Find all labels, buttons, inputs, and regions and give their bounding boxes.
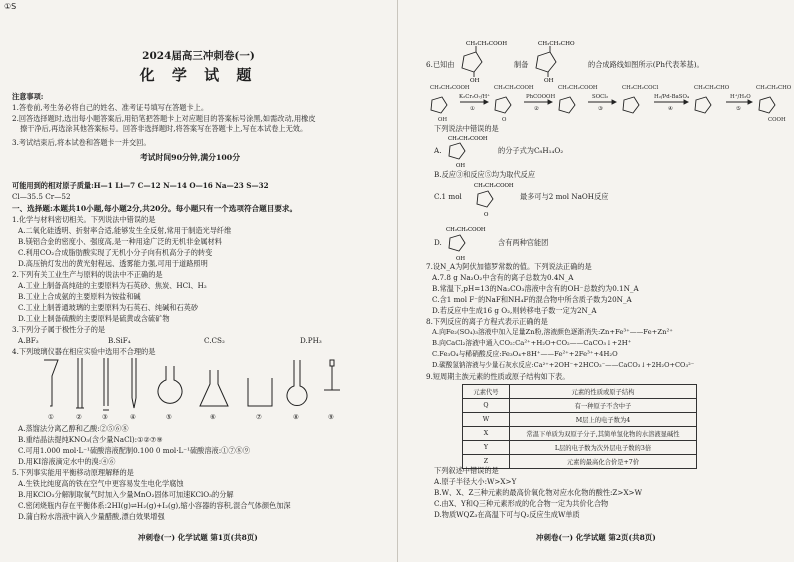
q6-option-c-text: 最多可与2 mol NaOH反应 [520, 192, 609, 201]
reactant-structure [456, 38, 516, 82]
q8-option-b: B.向CaCl₂溶液中通入CO₂:Ca²⁺+H₂O+CO₂——CaCO₃↓+2H⁺ [432, 339, 632, 347]
q9-option-d: D.物质WQZ₃在高温下可与Q₂反应生成W单质 [434, 510, 580, 519]
q3-option-b: B.SiF₄ [108, 336, 131, 345]
table-cell: W [463, 413, 510, 427]
q8-option-d: D.碳酸氢钠溶液与少量石灰水反应:Ca²⁺+2OH⁻+2HCO₃⁻——CaCO₃↓+2H₂O+CO₃²⁻ [432, 361, 695, 369]
option-a-structure [442, 132, 498, 168]
q2-option-d: D.工业上制备硫酸的主要原料是硫黄或含硫矿物 [18, 314, 170, 323]
chain-label: CH₂CH₂COOH [446, 227, 486, 233]
oh-label: OH [470, 78, 480, 82]
table-cell: 元素的最高化合价是+7价 [510, 455, 697, 469]
q5-option-a: A.生铁比纯度高的铁在空气中更容易发生电化学腐蚀 [18, 479, 184, 488]
note-line: 2.回答选择题时,选出每小题答案后,用铅笔把答题卡上对应题目的答案标号涂黑,如需改动,用橡皮 [12, 114, 316, 123]
q6-stem-b: 制备 [514, 60, 529, 69]
right-page [397, 0, 794, 562]
q4-stem: 4.下列玻璃仪器在相应实验中选用不合理的是 [12, 347, 156, 356]
table-row [463, 427, 697, 441]
step-number: ② [534, 106, 539, 112]
table-header: 元素的性质或原子结构 [510, 385, 697, 399]
reagent-label: PhCOOOH [526, 94, 556, 100]
q1-option-c: C.利用CO₂合成脂肪酸实现了无机小分子向有机高分子的转变 [18, 248, 213, 257]
q7-option-c: C.含1 mol F⁻的NaF和NH₄F的混合物中所含质子数为20N_A [432, 295, 632, 304]
q9-option-a: A.原子半径大小:W>X>Y [434, 477, 517, 486]
q4-option-c: C.可用1.000 mol·L⁻¹硫酸溶液配制0.100 0 mol·L⁻¹硫酸溶液:①⑦⑧⑨ [18, 446, 250, 455]
table-cell: Z [463, 455, 510, 469]
reagent-label: K₂Cr₂O₇/H⁺ [459, 94, 490, 100]
q1-option-b: B.镁铝合金的密度小、强度高,是一种用途广泛的无机非金属材料 [18, 237, 222, 246]
table-header-row [463, 385, 697, 399]
q6-option-a-label: A. [434, 146, 442, 155]
apparatus-number: ③ [102, 413, 108, 421]
step-number: ⑤ [736, 106, 741, 112]
exam-time: 考试时间90分钟,满分100分 [140, 153, 241, 162]
product-structure [530, 38, 590, 82]
pipette-shape [103, 358, 109, 410]
table-cell: M层上的电子数为4 [510, 413, 697, 427]
option-d-structure [442, 222, 502, 262]
q2-option-c: C.工业上制普通玻璃的主要原料为石英石、纯碱和石英砂 [18, 303, 199, 312]
q4-option-b: B.重结晶法提纯KNO₃(含少量NaCl):①②⑦⑨ [18, 435, 163, 444]
table-cell: L层的电子数为次外层电子数的3倍 [510, 441, 697, 455]
apparatus-number: ⑧ [293, 413, 299, 421]
q3-option-c: C.CS₂ [204, 336, 225, 345]
q2-option-b: B.工业上合成氨的主要原料为铵盐和碱 [18, 292, 141, 301]
chain-label: CH₂CH₂COOH [430, 85, 470, 91]
q2-option-a: A.工业上制备高纯硅的主要原料为石英砂、焦炭、HCl、H₂ [18, 281, 207, 290]
table-cell: Y [463, 441, 510, 455]
oh-label: OH [544, 78, 554, 82]
page-footer: 冲刺卷(一) 化学试题 第1页(共8页) [138, 533, 258, 542]
q9-option-b: B.W、X、Z三种元素的最高价氧化物对应水化物的酸性:Z>X>W [434, 488, 642, 497]
erlenmeyer-shape [200, 370, 228, 406]
dropper-shape [324, 360, 340, 390]
volumetric-flask-shape [287, 360, 307, 406]
q9-option-c: C.由X、Y和Q三种元素形成的化合物一定为共价化合物 [434, 499, 609, 508]
table-cell: X [463, 427, 510, 441]
q1-stem: 1.化学与材料密切相关。下列说法中错误的是 [12, 215, 156, 224]
oh-label: OH [456, 163, 466, 168]
cooh-label: COOH [768, 117, 786, 122]
apparatus-number: ① [48, 413, 54, 421]
q8-option-a: A.向Fe₂(SO₄)₃溶液中加入足量Zn粉,溶液颜色逐渐消失:Zn+Fe³⁺——Fe+Zn²⁺ [432, 328, 673, 336]
q6-option-a-text: 的分子式为C₈H₁₄O₂ [498, 146, 564, 155]
chain-label: CH₂CH₂COOH [466, 41, 508, 47]
table-cell: 有一种原子不含中子 [510, 399, 697, 413]
q6-option-c-label: C.1 mol [434, 192, 462, 201]
chain-label: CH₂CH₂CHO [756, 85, 792, 91]
reagent-label: H₂/Pd-BaSO₄ [654, 94, 690, 100]
q5-option-c: C.密闭烧瓶内存在平衡体系:2HI(g)⇌H₂(g)+I₂(g),缩小容器的容积,混合气体颜色加深 [18, 501, 291, 510]
table-row [463, 399, 697, 413]
q6-option-b: B.反应③和反应⑤均为取代反应 [434, 170, 536, 179]
burette-shape [76, 358, 84, 408]
element-table [462, 384, 697, 469]
q4-option-d: D.用KI溶液滴定水中的溴:④⑥ [18, 457, 116, 466]
q6-option-d-text: 含有两种官能团 [498, 238, 549, 247]
beaker-shape [248, 378, 272, 406]
q8-stem: 8.下列反应的离子方程式表示正确的是 [426, 317, 548, 326]
apparatus-number: ⑥ [210, 413, 216, 421]
apparatus-figure [40, 356, 370, 422]
page-footer: 冲刺卷(一) 化学试题 第2页(共8页) [536, 533, 656, 542]
apparatus-number: ⑦ [256, 413, 262, 421]
chain-label: CH₂CH₂COOH [448, 136, 488, 142]
q3-option-d: D.PH₃ [300, 336, 322, 345]
reagent-label: H⁺/H₂O [730, 94, 751, 100]
table-cell: 常温下单质为双原子分子,其简单氢化物的水溶液显碱性 [510, 427, 697, 441]
q6-stem-a: 6.已知由 [426, 60, 455, 69]
q7-option-a: A.7.8 g Na₂O₂中含有的离子总数为0.4N_A [432, 273, 574, 282]
apparatus-number: ② [76, 413, 82, 421]
note-line: 1.答卷前,考生务必将自己的姓名、准考证号填写在答题卡上。 [12, 103, 209, 112]
q7-stem: 7.设N_A为阿伏加德罗常数的值。下列说法正确的是 [426, 262, 592, 271]
o-label: O [502, 117, 507, 122]
q9-prompt: 下列叙述中错误的是 [434, 466, 499, 475]
cylinder-shape [132, 358, 136, 408]
q4-option-a: A.蒸馏法分离乙醇和乙酸:②⑤⑥⑧ [18, 424, 129, 433]
table-header: 元素代号 [463, 385, 510, 399]
o-label: O [484, 212, 489, 218]
q1-option-a: A.二氧化硅透明、折射率合适,能够发生全反射,常用于制造光导纤维 [18, 226, 232, 235]
oh-label: OH [456, 256, 466, 262]
chain-label: CH₂CH₂CHO [538, 41, 575, 47]
notes-heading: 注意事项: [12, 92, 44, 101]
q7-option-d: D.若反应中生成16 g O₂,则转移电子数一定为2N_A [432, 306, 597, 315]
chain-label: CH₂CH₂COOH [494, 85, 534, 91]
q7-option-b: B.常温下,pH=13的Na₂CO₃溶液中含有的OH⁻总数约为0.1N_A [432, 284, 639, 293]
apparatus-number: ⑤ [166, 413, 172, 421]
chain-label: CH₂CH₂CHO [694, 85, 730, 91]
q5-option-d: D.蒲白粉水溶液中滴入少量醋酸,漂白效果增强 [18, 512, 165, 521]
reagent-label: SOCl₂ [592, 94, 609, 100]
q1-option-d: D.高压钠灯发出的黄光射程远、透雾能力强,可用于道路照明 [18, 259, 208, 268]
q3-stem: 3.下列分子属于极性分子的是 [12, 325, 106, 334]
apparatus-number: ④ [130, 413, 136, 421]
chain-label: CH₂CH₂COOH [474, 183, 514, 189]
q5-option-b: B.用KClO₃分解制取氧气时加入少量MnO₂固体可加速KClO₃的分解 [18, 490, 234, 499]
chain-label: CH₂CH₂COCl [622, 85, 659, 91]
note-line: 擦干净后,再选涂其他答案标号。回答非选择题时,将答案写在答题卡上,写在本试卷上无效。 [20, 124, 308, 133]
q6-option-d-label: D. [434, 238, 442, 247]
section-heading: 一、选择题:本题共10小题,每小题2分,共20分。每小题只有一个选项符合题目要求。 [12, 204, 298, 213]
q2-stem: 2.下列有关工业生产与原料的说法中不正确的是 [12, 270, 163, 279]
oh-label: OH [438, 117, 448, 122]
step-number: ④ [668, 106, 673, 112]
corner-mark: ①S [4, 2, 17, 11]
step-number: ③ [598, 106, 603, 112]
subject-title: 化 学 试 题 [139, 66, 258, 84]
q6-prompt: 下列说法中错误的是 [434, 124, 499, 133]
q8-option-c: C.Fe₃O₄与稀硝酸反应:Fe₃O₄+8H⁺——Fe²⁺+2Fe³⁺+4H₂O [432, 350, 618, 358]
q6-stem-c: 的合成路线如图所示(Ph代表苯基)。 [588, 60, 704, 69]
funnel-shape [44, 360, 58, 406]
flask-shape [158, 366, 182, 403]
apparatus-number: ⑨ [328, 413, 334, 421]
q3-option-a: A.BF₃ [18, 336, 39, 345]
atomic-masses-cont: Cl—35.5 Cr—52 [12, 192, 71, 201]
option-c-structure [468, 178, 524, 218]
exam-title: 2024届高三冲刺卷(一) [142, 50, 255, 62]
synthesis-route [426, 80, 792, 122]
step-number: ① [470, 106, 475, 112]
note-line: 3.考试结束后,将本试卷和答题卡一并交回。 [12, 138, 151, 147]
chain-label: CH₂CH₂COOH [558, 85, 598, 91]
q5-stem: 5.下列事实能用平衡移动原理解释的是 [12, 468, 134, 477]
atomic-masses: 可能用到的相对原子质量:H—1 Li—7 C—12 N—14 O—16 Na—23 S—32 [12, 181, 269, 190]
table-row [463, 413, 697, 427]
table-cell: Q [463, 399, 510, 413]
table-row [463, 441, 697, 455]
q9-stem: 9.短周期主族元素的性质或原子结构如下表。 [426, 372, 570, 381]
